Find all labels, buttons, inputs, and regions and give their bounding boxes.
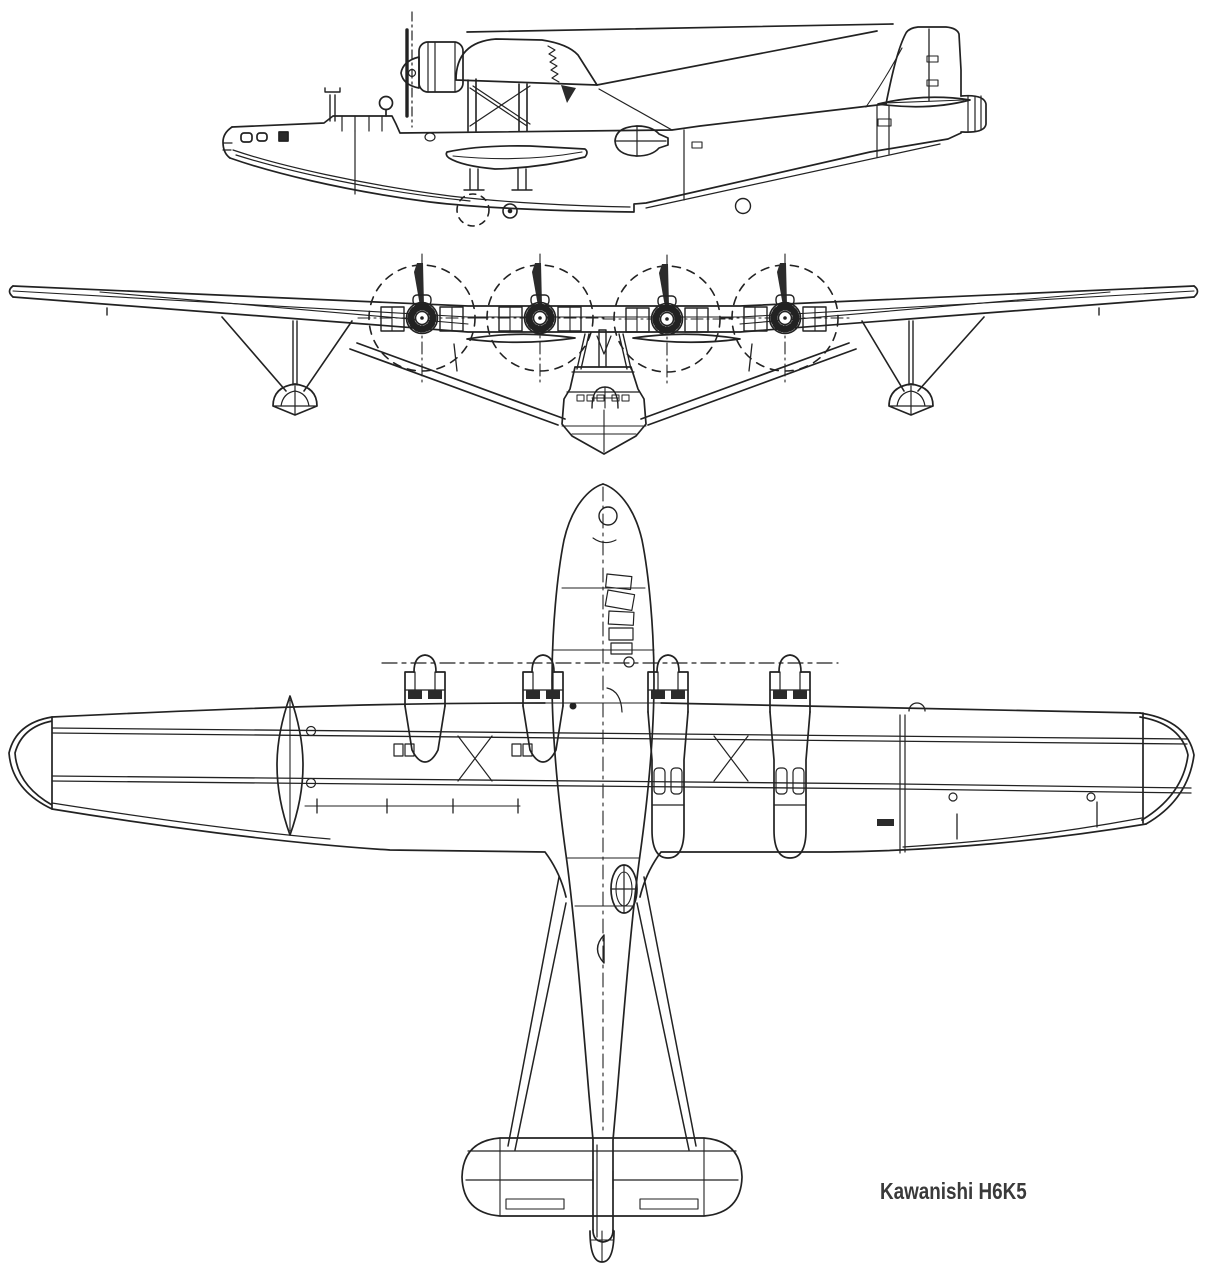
engine-front-3 xyxy=(603,255,731,385)
side-engine-nacelle xyxy=(401,12,463,127)
front-wing xyxy=(10,286,1198,332)
front-float-left xyxy=(222,317,352,415)
nacelle-outer-left xyxy=(394,655,445,762)
side-hull xyxy=(223,89,961,212)
plan-tailplane xyxy=(462,1138,742,1216)
bow-turret-ring xyxy=(599,507,617,525)
front-float-right xyxy=(862,317,984,415)
side-view xyxy=(223,12,986,226)
nacelle-outer-right xyxy=(770,655,810,858)
plan-view xyxy=(9,484,1194,1262)
caption-label: Kawanishi H6K5 xyxy=(880,1178,1027,1204)
nose-window xyxy=(241,133,252,142)
spinner xyxy=(401,57,419,88)
nacelle-inner-left xyxy=(512,655,563,762)
porthole xyxy=(425,133,435,141)
plan-rear-fuselage xyxy=(508,865,696,1150)
side-wing-float xyxy=(446,146,587,190)
fin xyxy=(886,27,961,104)
front-view xyxy=(10,254,1198,454)
engine-front-1 xyxy=(358,254,486,384)
engine-front-2 xyxy=(476,254,604,384)
plan-wing xyxy=(9,663,1194,897)
cockpit-roof-hatches xyxy=(605,574,634,712)
side-bottom-details xyxy=(457,194,517,226)
side-tail xyxy=(692,27,986,214)
front-tailplane xyxy=(467,334,740,342)
front-wing-struts xyxy=(350,343,856,425)
side-cabane-struts xyxy=(468,79,530,131)
front-cabane xyxy=(577,334,631,369)
plan-fuselage xyxy=(552,484,654,1242)
front-hull xyxy=(562,330,646,454)
leading-edge-bump xyxy=(909,703,925,711)
canopy-frames xyxy=(342,116,382,131)
loop-antenna-icon xyxy=(380,97,393,110)
engine-front-4 xyxy=(721,254,849,384)
bow-hatch xyxy=(279,132,288,141)
nose-window xyxy=(257,133,267,141)
tailplane-struts xyxy=(508,877,696,1150)
